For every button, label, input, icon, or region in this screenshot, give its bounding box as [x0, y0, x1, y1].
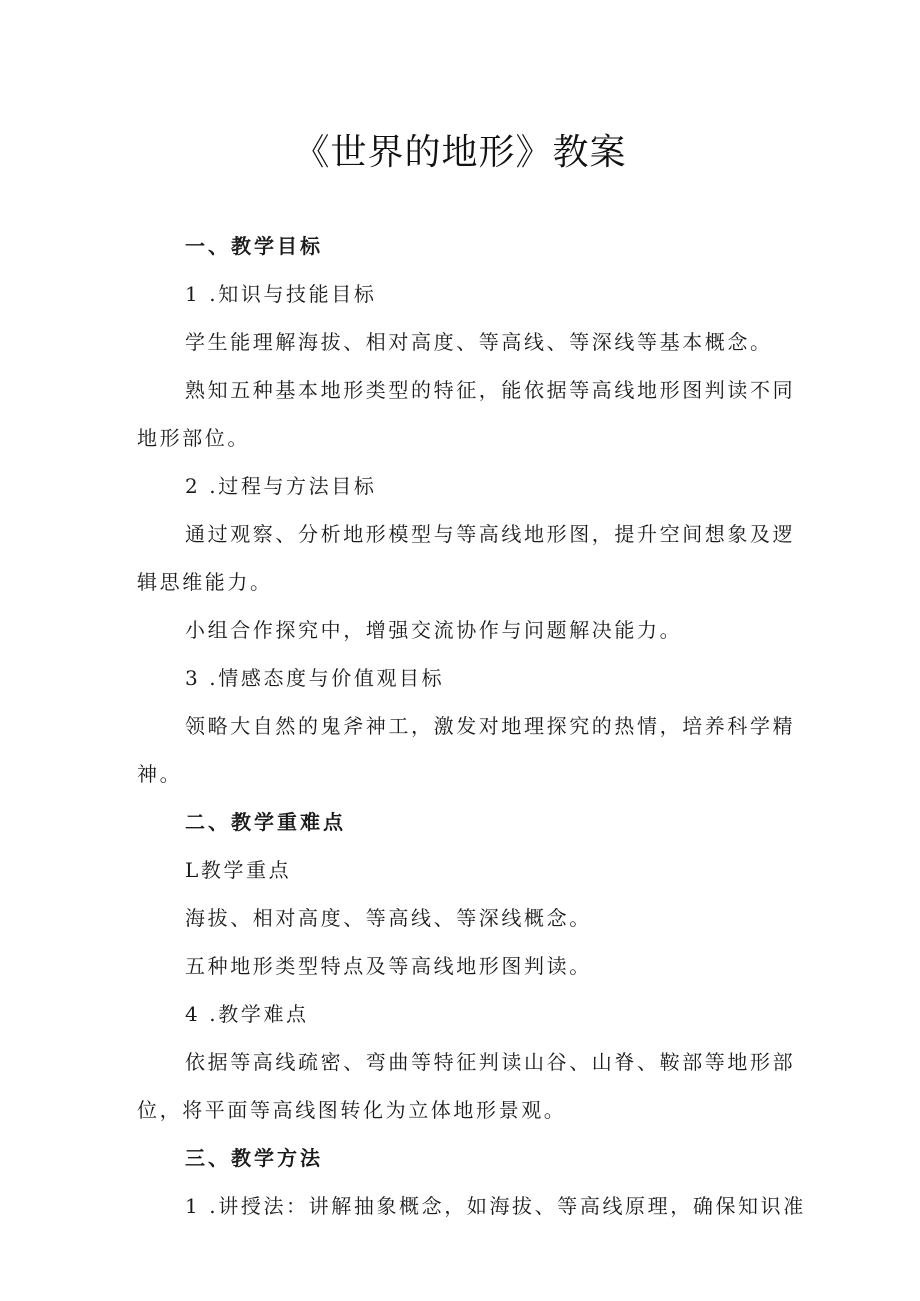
paragraph: 1 .讲授法：讲解抽象概念，如海拔、等高线原理，确保知识准 [185, 1194, 806, 1218]
paragraph: 通过观察、分析地形模型与等高线地形图，提升空间想象及逻辑思维能力。 [137, 522, 796, 594]
paragraph: 学生能理解海拔、相对高度、等高线、等深线等基本概念。 [185, 330, 773, 354]
paragraph: 依据等高线疏密、弯曲等特征判读山谷、山脊、鞍部等地形部位，将平面等高线图转化为立体地形景观。 [137, 1050, 796, 1122]
document-title: 《世界的地形》教案 [293, 132, 627, 173]
subheading-emotion-values: 3 .情感态度与价值观目标 [185, 666, 445, 690]
subheading-teaching-focus: L教学重点 [185, 858, 292, 882]
section-heading-objectives: 一、教学目标 [185, 234, 323, 258]
section-heading-methods: 三、教学方法 [185, 1146, 323, 1170]
document-body [137, 222, 812, 1230]
subheading-process-method: 2 .过程与方法目标 [185, 474, 377, 498]
paragraph: 领略大自然的鬼斧神工，激发对地理探究的热情，培养科学精神。 [137, 714, 796, 786]
paragraph: 海拔、相对高度、等高线、等深线概念。 [185, 906, 592, 930]
section-heading-key-points: 二、教学重难点 [185, 810, 346, 834]
paragraph: 熟知五种基本地形类型的特征，能依据等高线地形图判读不同地形部位。 [137, 378, 796, 450]
paragraph: 五种地形类型特点及等高线地形图判读。 [185, 954, 592, 978]
paragraph: 小组合作探究中，增强交流协作与问题解决能力。 [185, 618, 683, 642]
subheading-knowledge-skills: 1 .知识与技能目标 [185, 282, 377, 306]
subheading-teaching-difficulty: 4 .教学难点 [185, 1002, 309, 1026]
